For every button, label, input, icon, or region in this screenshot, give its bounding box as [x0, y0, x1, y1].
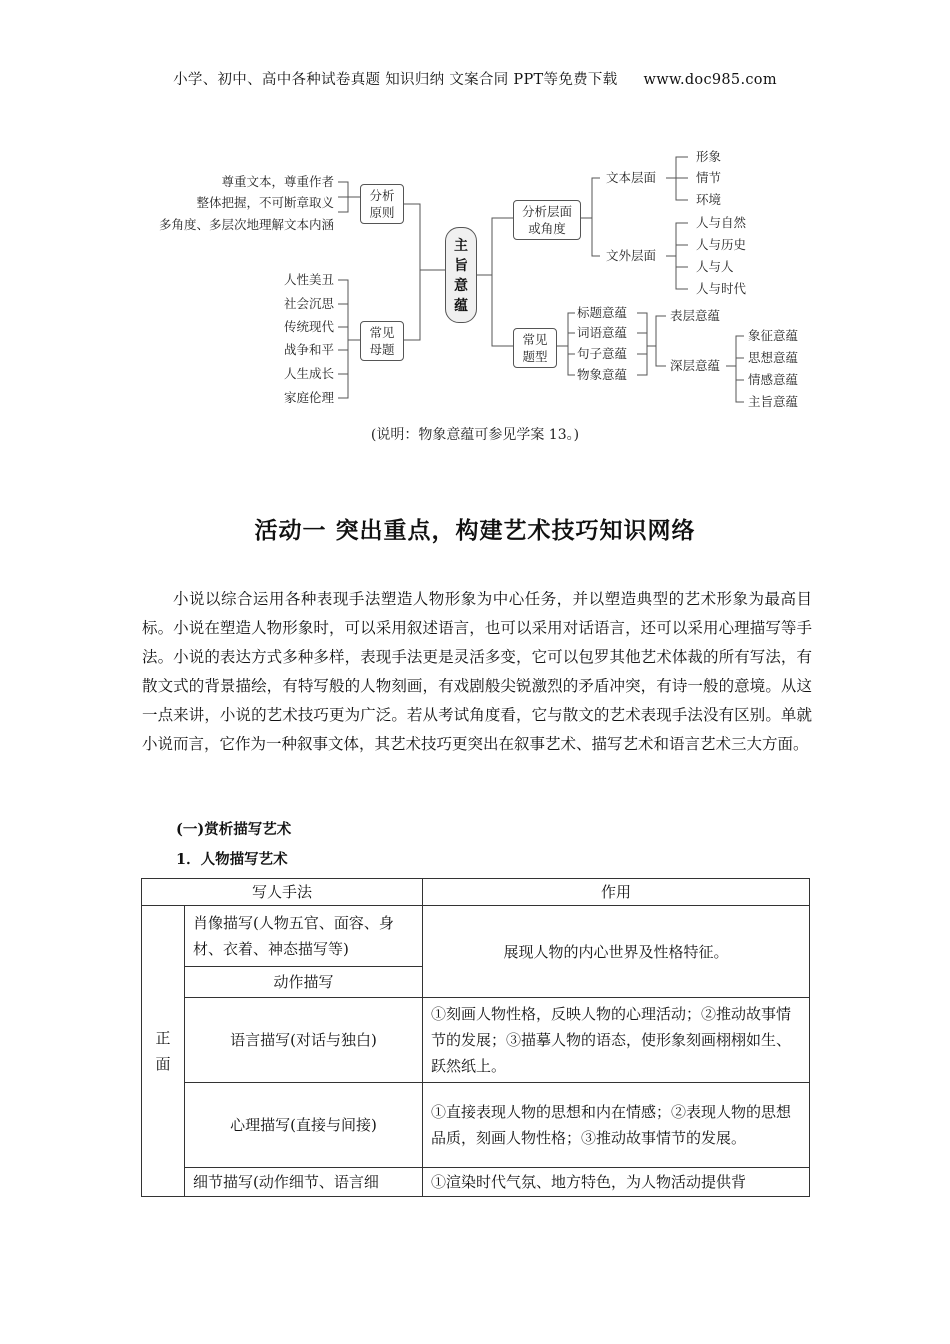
deep-meaning: 深层意蕴 — [670, 358, 721, 373]
section-heading: (一)赏析描写艺术 — [176, 821, 292, 838]
principle-item: 整体把握，不可断章取义 — [196, 195, 334, 210]
common-types-node — [513, 328, 557, 368]
deep-item: 情感意蕴 — [748, 372, 799, 387]
outer-level-label: 文外层面 — [606, 248, 657, 263]
outer-level-item: 人与时代 — [696, 281, 747, 296]
node-label: 常见 — [369, 325, 395, 340]
motif-item: 人性美丑 — [283, 272, 334, 287]
motif-item: 传统现代 — [283, 319, 334, 334]
effect-cell: ①直接表现人物的思想和内在情感；②表现人物的思想品质，刻画人物性格；③推动故事情节的发展。 — [423, 1083, 810, 1168]
method-cell: 心理描写(直接与间接) — [185, 1083, 423, 1168]
node-label: 分析层面 — [521, 204, 572, 219]
motif-item: 社会沉思 — [283, 296, 334, 311]
motif-item: 家庭伦理 — [283, 390, 334, 405]
method-cell: 语言描写(对话与独白) — [185, 998, 423, 1083]
node-label: 题型 — [522, 349, 548, 364]
analysis-levels-node — [513, 200, 581, 240]
page-header — [0, 68, 950, 89]
header-url[interactable]: www.doc985.com — [643, 72, 777, 88]
center-char: 蕴 — [454, 298, 468, 314]
node-label: 母题 — [369, 342, 395, 357]
node-label: 原则 — [369, 205, 395, 220]
type-item: 标题意蕴 — [577, 305, 628, 320]
subsection-heading: 1．人物描写艺术 — [176, 851, 288, 868]
text-level-item: 情节 — [696, 170, 722, 185]
header-effect: 作用 — [423, 879, 810, 906]
surface-meaning: 表层意蕴 — [670, 308, 721, 323]
motif-item: 战争和平 — [283, 342, 334, 357]
method-cell: 细节描写(动作细节、语言细 — [185, 1168, 423, 1197]
analysis-principles-node — [360, 184, 404, 224]
motif-item: 人生成长 — [283, 366, 334, 381]
type-item: 句子意蕴 — [577, 346, 628, 361]
side-char: 面 — [155, 1055, 171, 1073]
deep-item: 思想意蕴 — [748, 350, 799, 365]
center-char: 旨 — [454, 258, 468, 274]
intro-paragraph: 小说以综合运用各种表现手法塑造人物形象为中心任务，并以塑造典型的艺术形象为最高目标。小说在塑造人物形象时，可以采用叙述语言，也可以采用对话语言，还可以采用心理描写等手法。小说的表达方式多种多样，表现手法更是灵活多变，它可以包罗其他艺术体裁的所有写法，有散文式的背景描绘，有特写般的人物刻画，有戏剧般尖锐激烈的矛盾冲突，有诗一般的意境。从这一点来讲，小说的艺术技巧更为广泛。若从考试角度看，它与散文的艺术表现手法没有区别。单就小说而言，它作为一种叙事文体，其艺术技巧更突出在叙事艺术、描写艺术和语言艺术三大方面。 — [142, 590, 812, 753]
method-cell: 肖像描写(人物五官、面容、身材、衣着、神态描写等) — [185, 906, 423, 967]
outer-level-item: 人与历史 — [696, 237, 747, 252]
method-cell: 动作描写 — [185, 967, 423, 998]
effect-cell: ①渲染时代气氛、地方特色，为人物活动提供背 — [423, 1168, 810, 1197]
deep-item: 主旨意蕴 — [748, 394, 799, 409]
text-level-item: 环境 — [696, 192, 722, 207]
character-description-table — [141, 878, 810, 1197]
theme-mind-map — [120, 140, 840, 420]
text-level-item: 形象 — [696, 149, 722, 164]
principle-item: 多角度、多层次地理解文本内涵 — [158, 217, 334, 232]
center-char: 意 — [454, 278, 468, 294]
principle-item: 尊重文本，尊重作者 — [221, 174, 334, 189]
center-char: 主 — [454, 238, 468, 254]
common-motifs-node — [360, 321, 404, 361]
deep-item: 象征意蕴 — [748, 328, 799, 343]
diagram-note: (说明：物象意蕴可参见学案 13。) — [370, 427, 580, 443]
side-label-direct — [142, 906, 185, 1197]
node-label: 分析 — [369, 188, 395, 203]
text-level-label: 文本层面 — [606, 170, 657, 185]
node-label: 常见 — [522, 332, 548, 347]
type-item: 物象意蕴 — [577, 367, 628, 382]
header-text: 小学、初中、高中各种试卷真题 知识归纳 文案合同 PPT等免费下载 — [173, 72, 618, 88]
node-label: 或角度 — [528, 221, 566, 236]
activity-title: 活动一 突出重点，构建艺术技巧知识网络 — [254, 517, 696, 544]
effect-cell: ①刻画人物性格，反映人物的心理活动；②推动故事情节的发展；③描摹人物的语态，使形象刻画栩栩如生、跃然纸上。 — [423, 998, 810, 1083]
header-method: 写人手法 — [142, 879, 423, 906]
center-node-theme — [445, 227, 477, 323]
outer-level-item: 人与自然 — [696, 215, 747, 230]
effect-cell: 展现人物的内心世界及性格特征。 — [423, 906, 810, 998]
outer-level-item: 人与人 — [696, 259, 734, 274]
type-item: 词语意蕴 — [577, 325, 628, 340]
side-char: 正 — [155, 1029, 171, 1047]
